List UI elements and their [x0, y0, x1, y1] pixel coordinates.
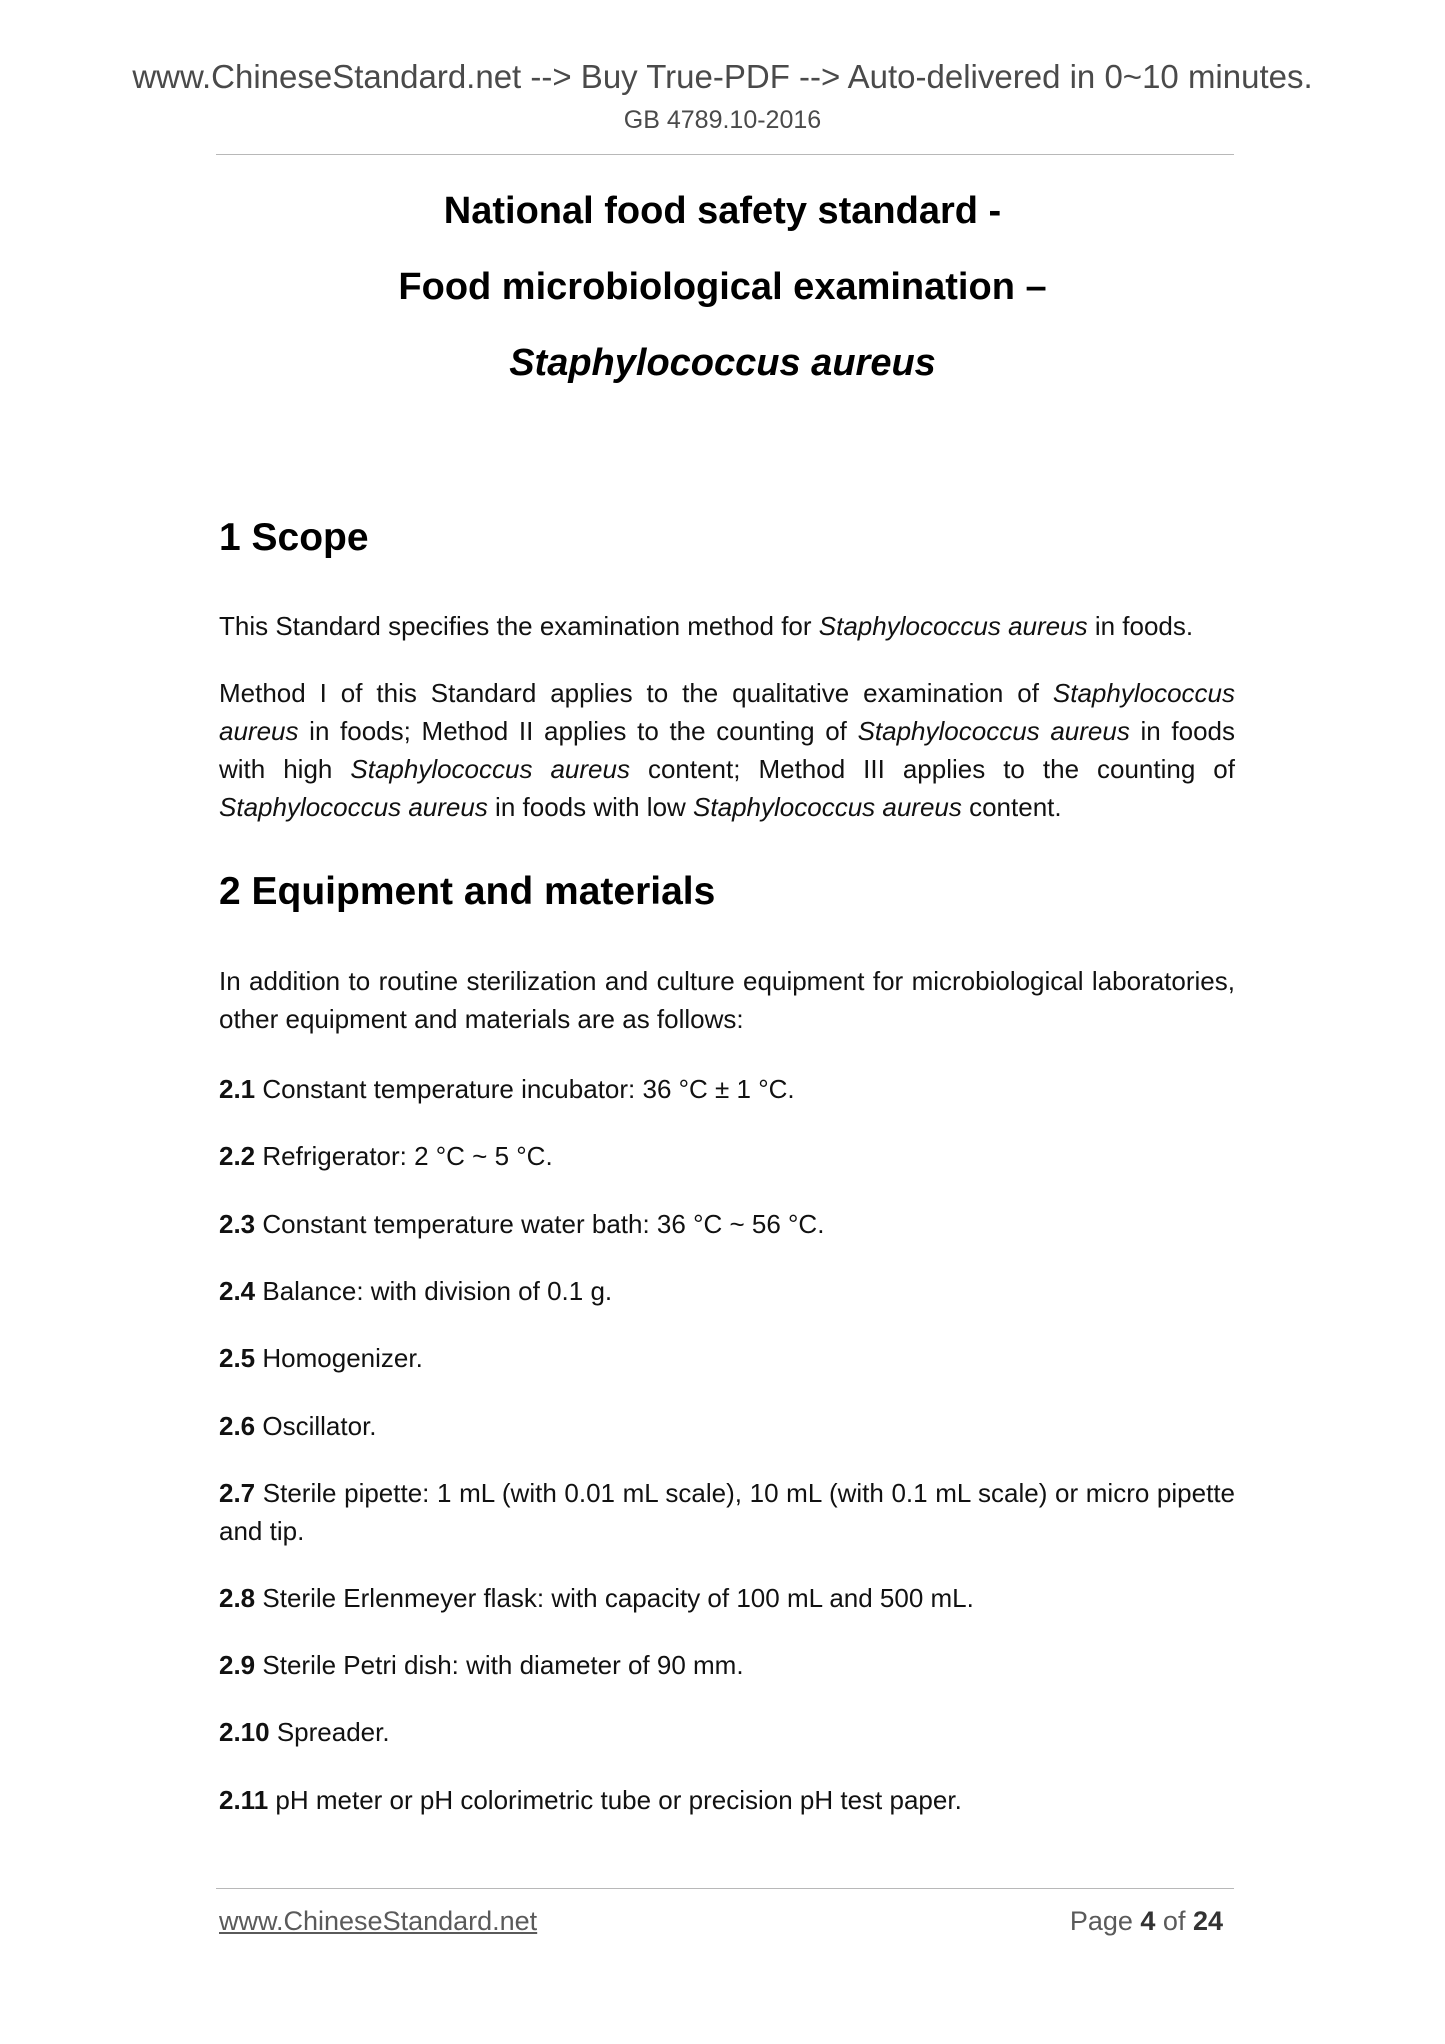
scope-paragraph-1: This Standard specifies the examination method for Staphylococcus aureus in foods.: [219, 611, 1194, 641]
header-divider: [216, 154, 1234, 155]
equipment-item: 2.8 Sterile Erlenmeyer flask: with capacity of 100 mL and 500 mL.: [219, 1583, 974, 1613]
equipment-intro: In addition to routine sterilization and culture equipment for microbiological laboratories, other equipment and materials are as follows:: [219, 966, 1235, 1034]
equipment-item: 2.1 Constant temperature incubator: 36 °C ± 1 °C.: [219, 1074, 795, 1104]
header-banner: www.ChineseStandard.net --> Buy True-PDF --> Auto-delivered in 0~10 minutes.: [132, 58, 1313, 95]
equipment-item: 2.10 Spreader.: [219, 1717, 390, 1747]
equipment-item: 2.11 pH meter or pH colorimetric tube or precision pH test paper.: [219, 1785, 962, 1815]
title-line-3: Staphylococcus aureus: [509, 342, 936, 384]
standard-code: GB 4789.10-2016: [623, 106, 822, 134]
equipment-item: 2.7 Sterile pipette: 1 mL (with 0.01 mL scale), 10 mL (with 0.1 mL scale) or micro pipette and tip.: [219, 1478, 1235, 1546]
footer-website-link[interactable]: www.ChineseStandard.net: [219, 1906, 538, 1936]
title-line-2: Food microbiological examination –: [398, 266, 1047, 308]
equipment-item: 2.9 Sterile Petri dish: with diameter of 90 mm.: [219, 1650, 744, 1680]
equipment-item: 2.3 Constant temperature water bath: 36 °C ~ 56 °C.: [219, 1209, 825, 1239]
section-heading-scope: 1 Scope: [219, 516, 369, 559]
section-heading-equipment: 2 Equipment and materials: [219, 870, 716, 913]
scope-paragraph-2: Method I of this Standard applies to the qualitative examination of Staphylococcus aureus in foods; Method II applies to the counting of Staphylococcus aureus in foods with high Staphylococcus aureus content; Method III applies to the counting of Staphylococcus aureus in foods with low Staphylococcus aureus content.: [219, 678, 1235, 822]
equipment-item: 2.6 Oscillator.: [219, 1411, 377, 1441]
equipment-item: 2.5 Homogenizer.: [219, 1343, 423, 1373]
equipment-item: 2.4 Balance: with division of 0.1 g.: [219, 1276, 613, 1306]
equipment-item: 2.2 Refrigerator: 2 °C ~ 5 °C.: [219, 1141, 553, 1171]
title-line-1: National food safety standard -: [443, 190, 1002, 232]
footer-divider: [216, 1888, 1234, 1889]
page-number: Page 4 of 24: [1069, 1906, 1223, 1936]
